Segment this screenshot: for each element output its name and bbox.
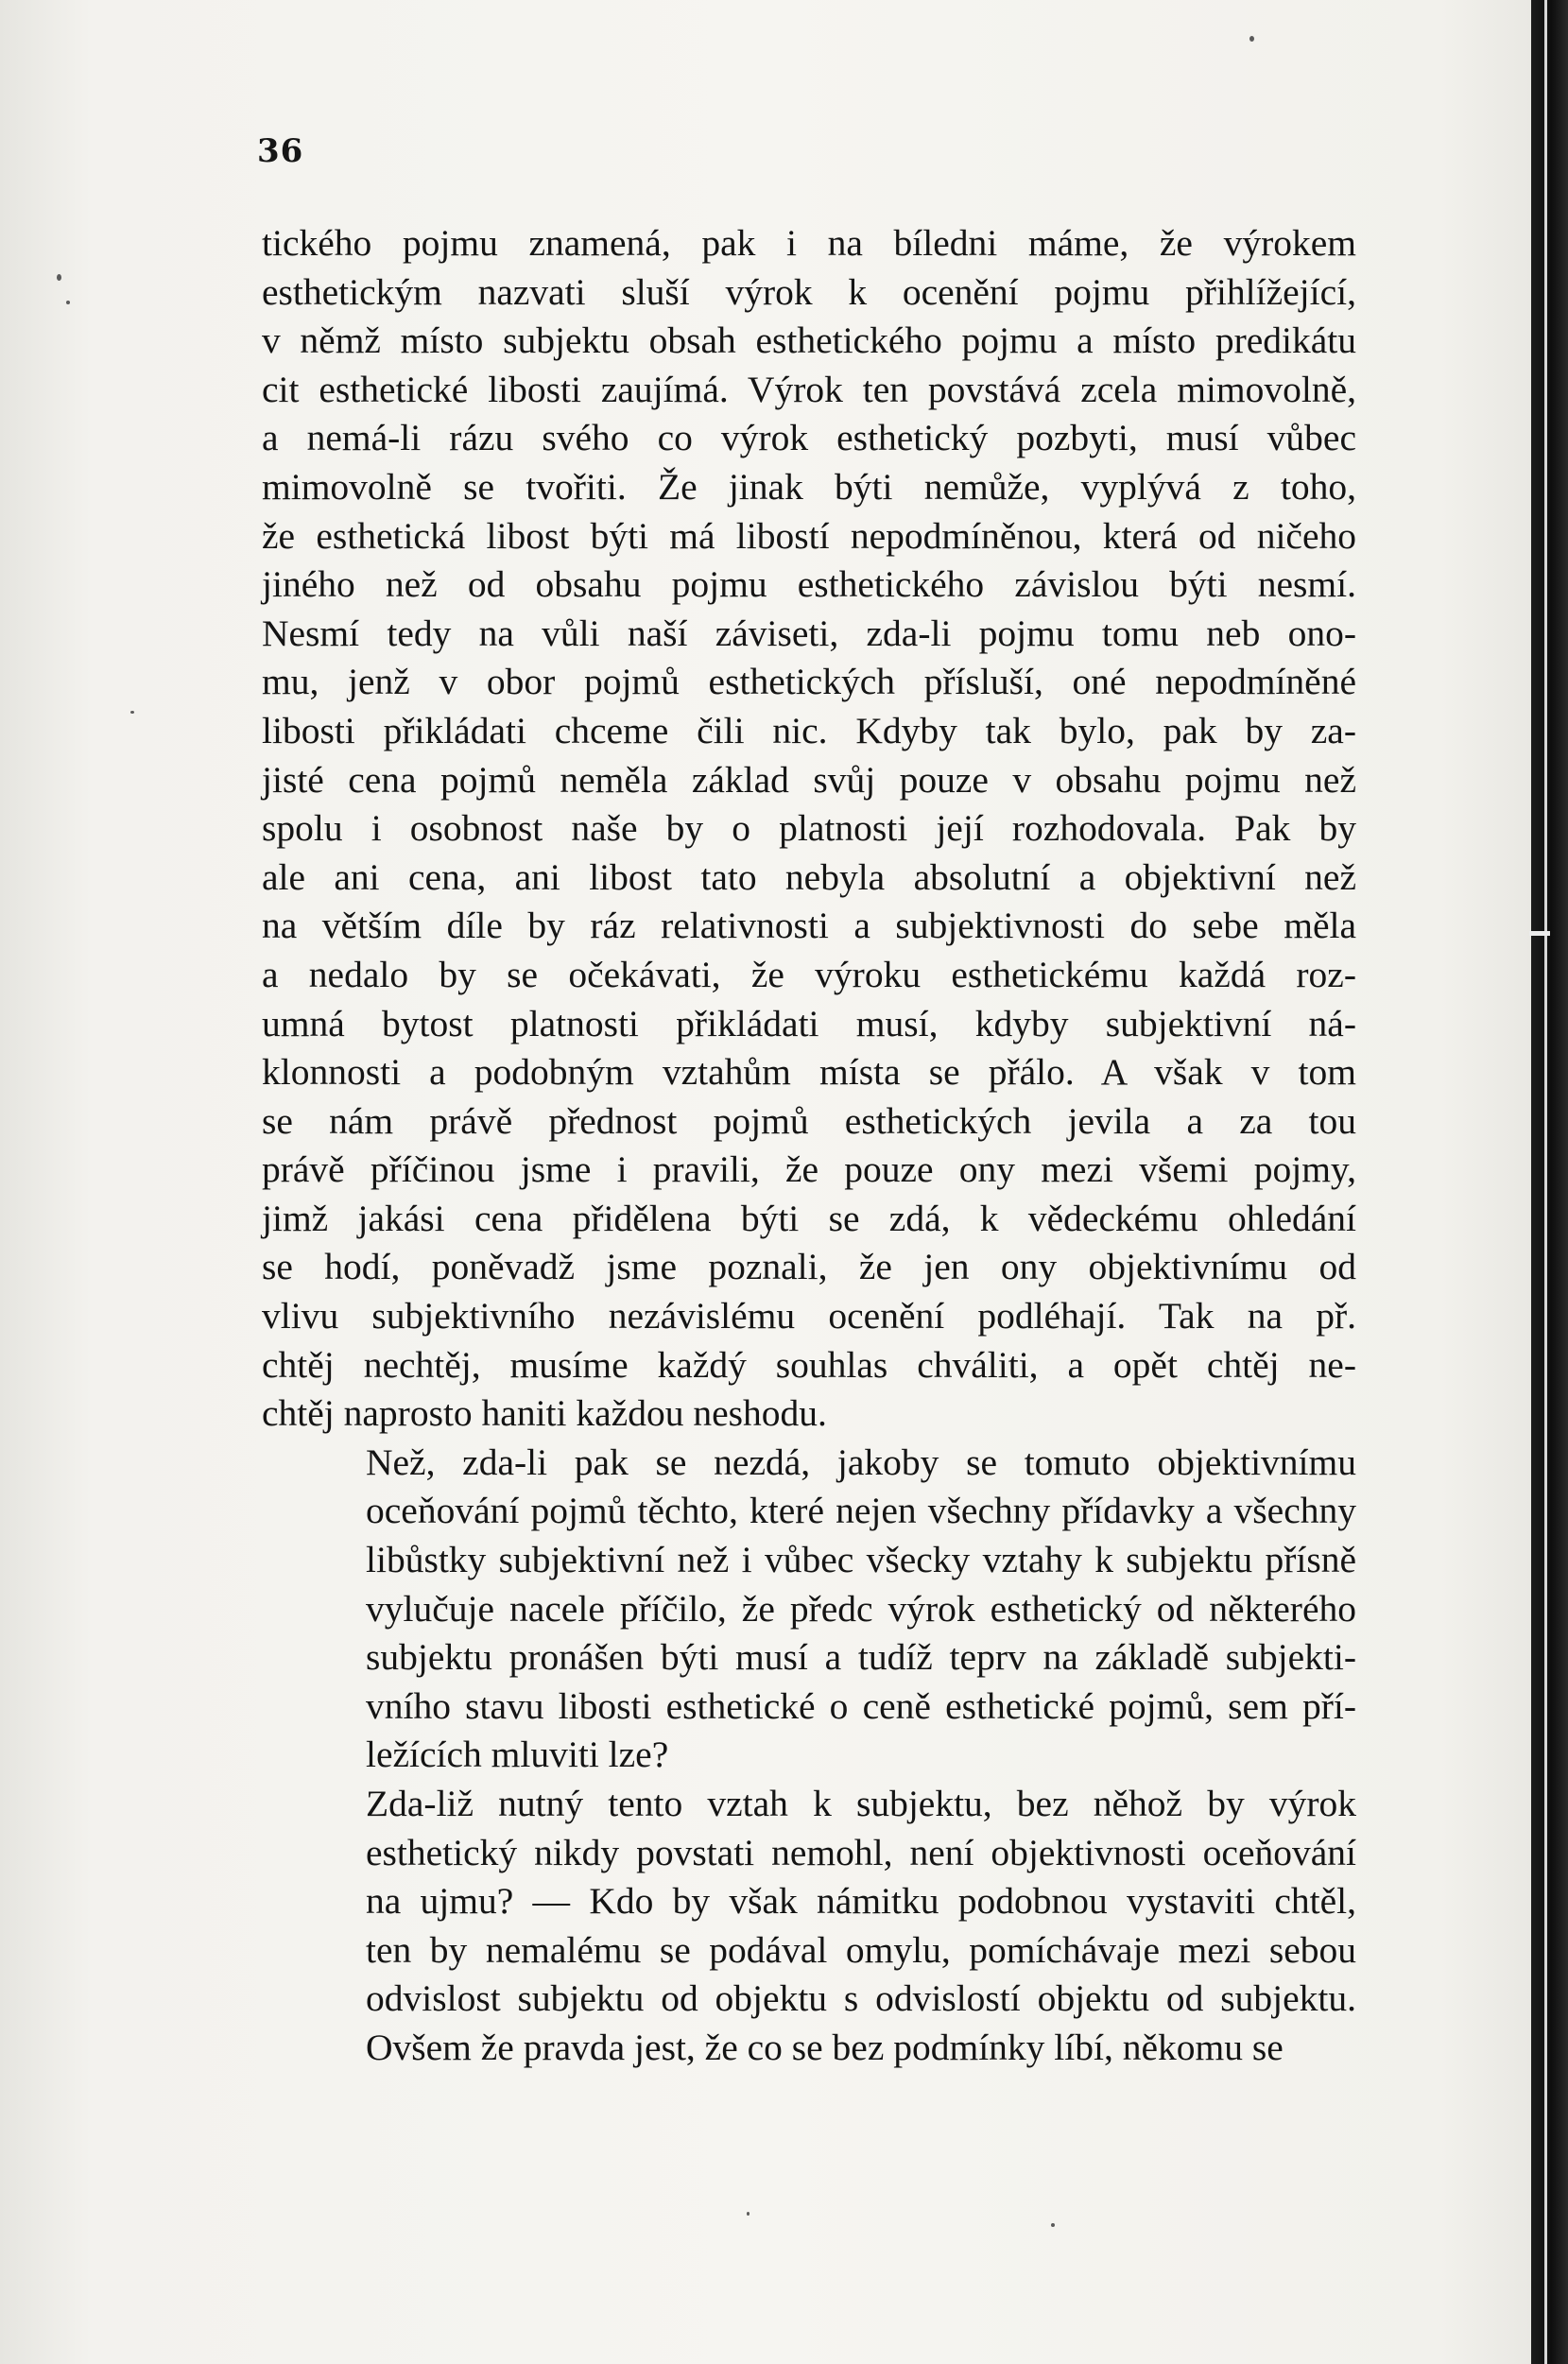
text-line: oceňování pojmů těchto, které nejen všechny přídavky a všechny xyxy=(366,1490,1356,1532)
text-line: že esthetická libost býti má libostí nepodmíněnou, která od ničeho xyxy=(262,514,1356,557)
scan-speck xyxy=(66,301,70,304)
scan-border-tick xyxy=(1529,931,1550,936)
text-line: umná bytost platnosti přikládati musí, kdyby subjektivní ná- xyxy=(262,1002,1356,1044)
paragraph xyxy=(262,219,1356,1439)
text-line: spolu i osobnost naše by o platnosti její rozhodovala. Pak by xyxy=(262,807,1356,850)
scan-border-rule xyxy=(1544,0,1547,2364)
text-line: Ovšem že pravda jest, že co se bez podmínky líbí, někomu se xyxy=(366,2026,1284,2068)
text-line: jimž jakási cena přidělena býti se zdá, k vědeckému ohledání xyxy=(262,1197,1356,1239)
text-line: a nedalo by se očekávati, že výroku esthetickému každá roz- xyxy=(262,953,1356,995)
text-line: esthetický nikdy povstati nemohl, není objektivnosti oceňování xyxy=(366,1831,1356,1873)
text-line: se nám právě přednost pojmů esthetických jevila a za tou xyxy=(262,1099,1356,1142)
text-line: vlivu subjektivního nezávislému ocenění podléhají. Tak na př. xyxy=(262,1295,1356,1337)
text-line: jiného než od obsahu pojmu esthetického závislou býti nesmí. xyxy=(262,563,1356,606)
text-line: ale ani cena, ani libost tato nebyla absolutní a objektivní než xyxy=(262,855,1356,898)
scan-speck xyxy=(1051,2223,1055,2227)
text-line: libosti přikládati chceme čili nic. Kdyby tak bylo, pak by za- xyxy=(262,709,1356,751)
text-line: a nemá-li rázu svého co výrok esthetický pozbyti, musí vůbec xyxy=(262,417,1356,459)
page-number: 36 xyxy=(257,132,304,170)
text-line: Nesmí tedy na vůli naší záviseti, zda-li pojmu tomu neb ono- xyxy=(262,612,1356,654)
text-line: libůstky subjektivní než i vůbec všecky vztahy k subjektu přísně xyxy=(366,1539,1356,1581)
text-line: v němž místo subjektu obsah esthetického pojmu a místo predikátu xyxy=(262,319,1356,362)
paragraph xyxy=(262,1780,1356,2073)
paragraph xyxy=(262,1439,1356,1780)
text-line: cit esthetické libosti zaujímá. Výrok ten povstává zcela mimovolně, xyxy=(262,368,1356,410)
text-line: mimovolně se tvořiti. Že jinak býti nemůže, vyplývá z toho, xyxy=(262,465,1356,508)
text-line: ležících mluviti lze? xyxy=(366,1734,669,1776)
scan-speck xyxy=(130,711,134,714)
body-text xyxy=(262,219,1356,2073)
text-line: se hodí, poněvadž jsme poznali, že jen ony objektivnímu od xyxy=(262,1246,1356,1288)
text-line: Zda-liž nutný tento vztah k subjektu, bez něhož by výrok xyxy=(366,1783,1356,1824)
text-line: na větším díle by ráz relativnosti a subjektivnosti do sebe měla xyxy=(262,905,1356,947)
text-line: chtěj naprosto haniti každou neshodu. xyxy=(262,1392,827,1435)
text-line: vního stavu libosti esthetické o ceně esthetické pojmů, sem pří- xyxy=(366,1684,1356,1727)
text-line: ten by nemalému se podával omylu, pomíchávaje mezi sebou xyxy=(366,1928,1356,1971)
text-line: právě příčinou jsme i pravili, že pouze ony mezi všemi pojmy, xyxy=(262,1148,1356,1191)
text-line: subjektu pronášen býti musí a tudíž teprv na základě subjekti- xyxy=(366,1636,1356,1679)
scan-border-right xyxy=(1531,0,1568,2364)
text-line: tického pojmu znamená, pak i na bíledni máme, že výrokem xyxy=(262,222,1356,264)
text-line: odvislost subjektu od objektu s odvislostí objektu od subjektu. xyxy=(366,1977,1356,2020)
scan-speck xyxy=(1249,36,1254,42)
text-line: klonnosti a podobným vztahům místa se přálo. A však v tom xyxy=(262,1051,1356,1094)
text-line: mu, jenž v obor pojmů esthetických přísluší, oné nepodmíněné xyxy=(262,661,1356,703)
text-line: na ujmu? — Kdo by však námitku podobnou vystaviti chtěl, xyxy=(366,1880,1356,1923)
text-line: Než, zda-li pak se nezdá, jakoby se tomuto objektivnímu xyxy=(366,1441,1356,1483)
text-line: jisté cena pojmů neměla základ svůj pouze v obsahu pojmu než xyxy=(262,758,1356,801)
text-line: vylučuje nacele příčilo, že předc výrok esthetický od některého xyxy=(366,1587,1356,1630)
scan-speck xyxy=(57,274,61,281)
scan-speck xyxy=(747,2212,750,2216)
text-line: chtěj nechtěj, musíme každý souhlas chváliti, a opět chtěj ne- xyxy=(262,1343,1356,1386)
text-line: esthetickým nazvati sluší výrok k ocenění pojmu přihlížející, xyxy=(262,270,1356,313)
